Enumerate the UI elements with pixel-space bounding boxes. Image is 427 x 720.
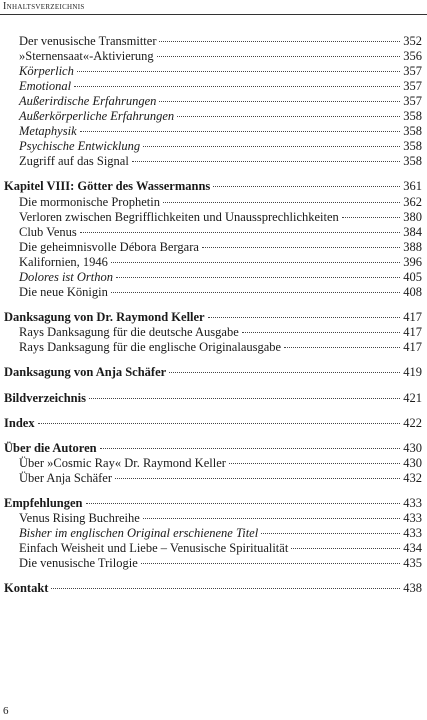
dot-leader (143, 146, 400, 147)
toc-entry[interactable] (19, 455, 422, 471)
toc-entry[interactable] (19, 78, 422, 94)
dot-leader (77, 71, 400, 72)
dot-leader (74, 86, 400, 87)
toc-entry-label: Index (4, 416, 35, 430)
toc-entry-page: 357 (403, 94, 422, 108)
running-header (0, 0, 427, 15)
dot-leader (157, 56, 401, 57)
toc-entry-label: Außerirdische Erfahrungen (19, 94, 157, 108)
toc-entry-label: Die neue Königin (19, 285, 108, 299)
toc-entry-page: 357 (403, 79, 422, 93)
dot-leader (111, 262, 400, 263)
toc-entry-label: Danksagung von Anja Schäfer (4, 365, 167, 379)
toc-entry[interactable] (19, 324, 422, 340)
dot-leader (208, 317, 401, 318)
toc-entry-label: Zugriff auf das Signal (19, 154, 129, 168)
toc-entry-page: 358 (403, 124, 422, 138)
toc-entry[interactable] (19, 63, 422, 79)
dot-leader (229, 463, 400, 464)
toc-entry-label: Über die Autoren (4, 441, 97, 455)
toc-entry-label: Psychische Entwicklung (19, 139, 141, 153)
toc-entry-page: 430 (403, 441, 422, 455)
toc-entry[interactable] (4, 580, 422, 596)
toc-entry-label: Kapitel VIII: Götter des Wassermanns (4, 179, 211, 193)
dot-leader (169, 372, 400, 373)
toc-entry[interactable] (4, 415, 422, 431)
toc-entry[interactable] (4, 364, 422, 380)
dot-leader (261, 533, 400, 534)
toc-entry-page: 405 (403, 270, 422, 284)
toc-entry-label: Rays Danksagung für die englische Originalausgabe (19, 340, 282, 354)
toc-entry-label: Über »Cosmic Ray« Dr. Raymond Keller (19, 456, 226, 470)
toc-entry-page: 432 (403, 471, 422, 485)
dot-leader (86, 503, 401, 504)
dot-leader (143, 518, 400, 519)
toc-entry-page: 358 (403, 154, 422, 168)
toc-entry-label: Dolores ist Orthon (19, 270, 113, 284)
toc-entry[interactable] (19, 555, 422, 571)
toc-entry[interactable] (19, 33, 422, 49)
toc-entry-label: Über Anja Schäfer (19, 471, 113, 485)
toc-entry[interactable] (19, 153, 422, 169)
toc-entry-label: Club Venus (19, 225, 77, 239)
dot-leader (111, 292, 400, 293)
toc-entry-label: Außerkörperliche Erfahrungen (19, 109, 175, 123)
toc-entry[interactable] (19, 284, 422, 300)
toc-entry-page: 380 (403, 210, 422, 224)
toc-entry-page: 438 (403, 581, 422, 595)
toc-entry[interactable] (19, 239, 422, 255)
dot-leader (242, 332, 401, 333)
toc-entry-label: Empfehlungen (4, 496, 83, 510)
toc-entry[interactable] (19, 48, 422, 64)
toc-entry-label: Venus Rising Buchreihe (19, 511, 140, 525)
toc-entry-label: Bildverzeichnis (4, 391, 86, 405)
dot-leader (51, 588, 400, 589)
toc-entry[interactable] (19, 194, 422, 210)
toc-entry-page: 352 (403, 34, 422, 48)
toc-entry[interactable] (4, 390, 422, 406)
dot-leader (291, 548, 400, 549)
dot-leader (202, 247, 400, 248)
toc-entry-label: Die mormonische Prophetin (19, 195, 160, 209)
dot-leader (213, 186, 400, 187)
toc-entry[interactable] (19, 525, 422, 541)
dot-leader (115, 478, 400, 479)
toc-entry[interactable] (19, 123, 422, 139)
toc-entry-page: 433 (403, 496, 422, 510)
toc-entry[interactable] (19, 470, 422, 486)
toc-entry-page: 433 (403, 511, 422, 525)
toc-entry-page: 417 (403, 310, 422, 324)
toc-entry-label: Der venusische Transmitter (19, 34, 157, 48)
toc-entry-page: 396 (403, 255, 422, 269)
dot-leader (159, 101, 400, 102)
toc-entry[interactable] (19, 254, 422, 270)
dot-leader (342, 217, 400, 218)
toc-entry[interactable] (19, 108, 422, 124)
dot-leader (89, 398, 400, 399)
toc-entry-page: 421 (403, 391, 422, 405)
dot-leader (141, 563, 401, 564)
toc-entry-label: Verloren zwischen Begrifflichkeiten und Unaussprechlichkeiten (19, 210, 339, 224)
dot-leader (80, 131, 401, 132)
toc-entry-label: Kontakt (4, 581, 49, 595)
toc-entry-page: 435 (403, 556, 422, 570)
toc-entry[interactable] (4, 440, 422, 456)
toc-entry-page: 384 (403, 225, 422, 239)
toc-entry[interactable] (19, 269, 422, 285)
toc-entry-label: Die venusische Trilogie (19, 556, 138, 570)
toc-entry[interactable] (19, 224, 422, 240)
toc-entry[interactable] (19, 93, 422, 109)
toc-entry[interactable] (4, 495, 422, 511)
toc-entry-page: 388 (403, 240, 422, 254)
toc-entry-page: 408 (403, 285, 422, 299)
toc-entry-page: 362 (403, 195, 422, 209)
toc-entry-page: 356 (403, 49, 422, 63)
toc-entry-page: 417 (403, 340, 422, 354)
toc-entry-page: 357 (403, 64, 422, 78)
toc-entry-label: Metaphysik (19, 124, 77, 138)
toc-entry-page: 430 (403, 456, 422, 470)
dot-leader (38, 423, 401, 424)
toc-entry[interactable] (4, 178, 422, 194)
toc-entry-label: Kalifornien, 1946 (19, 255, 108, 269)
toc-entry[interactable] (19, 510, 422, 526)
toc-entry-label: Die geheimnisvolle Débora Bergara (19, 240, 199, 254)
toc-entry[interactable] (19, 209, 422, 225)
toc-entry-page: 417 (403, 325, 422, 339)
dot-leader (163, 202, 400, 203)
toc-entry-page: 419 (403, 365, 422, 379)
dot-leader (132, 161, 400, 162)
dot-leader (116, 277, 400, 278)
toc-entry-label: Rays Danksagung für die deutsche Ausgabe (19, 325, 239, 339)
dot-leader (80, 232, 400, 233)
toc-entry-label: Danksagung von Dr. Raymond Keller (4, 310, 205, 324)
toc-entry[interactable] (4, 309, 422, 325)
toc-entry-label: »Sternensaat«-Aktivierung (19, 49, 154, 63)
header-title: Inhaltsverzeichnis (3, 1, 85, 12)
dot-leader (159, 41, 400, 42)
dot-leader (177, 116, 400, 117)
toc-entry[interactable] (19, 540, 422, 556)
toc-entry-label: Körperlich (19, 64, 74, 78)
toc-entry-page: 358 (403, 109, 422, 123)
toc-entry-label: Bisher im englischen Original erschienene Titel (19, 526, 259, 540)
toc-entry-page: 433 (403, 526, 422, 540)
toc-entry-page: 422 (403, 416, 422, 430)
toc-entry-page: 358 (403, 139, 422, 153)
toc-entry[interactable] (19, 339, 422, 355)
page-number: 6 (3, 705, 9, 717)
dot-leader (284, 347, 400, 348)
toc-entry-page: 361 (403, 179, 422, 193)
toc-entry-page: 434 (403, 541, 422, 555)
dot-leader (100, 448, 401, 449)
toc-entry-label: Emotional (19, 79, 72, 93)
toc-entry-label: Einfach Weisheit und Liebe – Venusische Spiritualität (19, 541, 289, 555)
toc-entry[interactable] (19, 138, 422, 154)
